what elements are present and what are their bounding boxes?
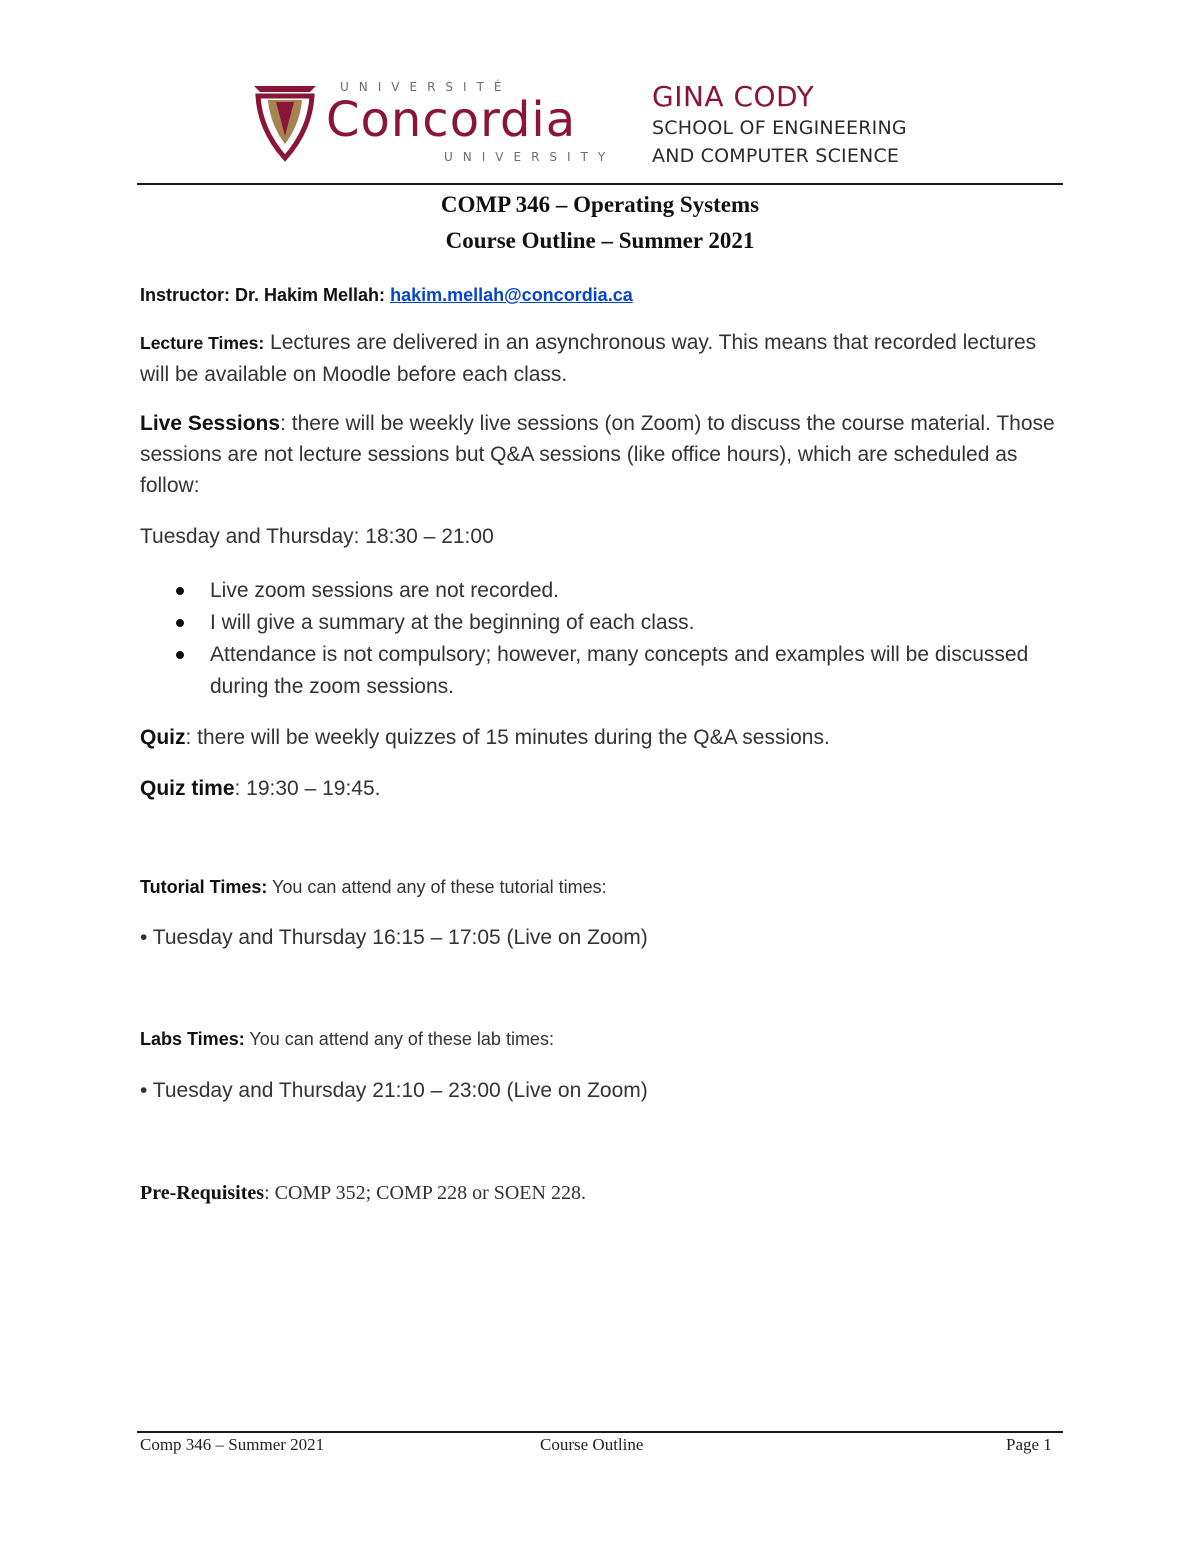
labs-paragraph	[140, 1024, 1060, 1055]
prerequisites-text: : COMP 352; COMP 228 or SOEN 228.	[264, 1182, 586, 1204]
concordia-logo	[252, 72, 616, 172]
course-title: COMP 346 – Operating Systems	[440, 192, 760, 217]
labs-text: You can attend any of these lab times:	[249, 1029, 554, 1049]
quiz-label: Quiz	[140, 726, 186, 749]
footer-doc-title: Course Outline	[540, 1435, 644, 1454]
tutorial-text: You can attend any of these tutorial times:	[272, 877, 607, 897]
quiz-time-text: : 19:30 – 19:45.	[234, 777, 381, 800]
tutorial-time-item: • Tuesday and Thursday 16:15 – 17:05 (Live on Zoom)	[140, 926, 648, 949]
live-sessions-paragraph	[140, 408, 1060, 501]
live-sessions-label: Live Sessions	[140, 412, 281, 435]
list-item: Attendance is not compulsory; however, many concepts and examples will be discussed during the zoom sessions.	[140, 639, 1060, 703]
live-sessions-bullet-list	[140, 575, 1060, 703]
lecture-paragraph	[140, 327, 1060, 390]
footer-course: Comp 346 – Summer 2021	[140, 1435, 325, 1454]
labs-label: Labs Times:	[140, 1029, 245, 1049]
instructor-label: Instructor: Dr. Hakim Mellah:	[140, 285, 386, 305]
prerequisites-paragraph	[140, 1178, 1060, 1209]
logo-universite-text: UNIVERSITÉ	[340, 80, 512, 94]
instructor-email-link[interactable]: hakim.mellah@concordia.ca	[390, 285, 633, 305]
logo-university-text: UNIVERSITY	[444, 150, 616, 164]
header-divider	[137, 183, 1063, 185]
quiz-text: : there will be weekly quizzes of 15 minutes during the Q&A sessions.	[185, 726, 830, 749]
instructor-line	[140, 280, 1060, 311]
live-schedule: Tuesday and Thursday: 18:30 – 21:00	[140, 525, 494, 548]
footer-divider	[137, 1431, 1063, 1433]
school-line-3: AND COMPUTER SCIENCE	[652, 145, 900, 167]
list-item: I will give a summary at the beginning of each class.	[140, 607, 1060, 639]
logo-concordia-wordmark: Concordia	[326, 92, 577, 148]
school-name	[652, 80, 907, 170]
bullet-icon	[176, 587, 184, 595]
school-line-1: GINA CODY	[652, 80, 815, 113]
live-sessions-text: : there will be weekly live sessions (on Zoom) to discuss the course material. Those sessions are not lecture sessions but Q&A sessions (like office hours), which are scheduled as follow:	[140, 412, 1055, 497]
tutorial-label: Tutorial Times:	[140, 877, 268, 897]
lecture-label: Lecture Times:	[140, 333, 265, 353]
course-subtitle: Course Outline – Summer 2021	[445, 228, 755, 253]
prerequisites-label: Pre-Requisites	[140, 1182, 265, 1204]
labs-time-item: • Tuesday and Thursday 21:10 – 23:00 (Live on Zoom)	[140, 1079, 648, 1102]
quiz-time-label: Quiz time	[140, 777, 235, 800]
list-item: Live zoom sessions are not recorded.	[140, 575, 1060, 607]
tutorial-paragraph	[140, 872, 1060, 903]
quiz-time-paragraph	[140, 773, 1060, 804]
bullet-icon	[176, 651, 184, 659]
quiz-paragraph	[140, 722, 1060, 753]
lecture-text: Lectures are delivered in an asynchronous way. This means that recorded lectures will be available on Moodle before each class.	[140, 331, 1037, 386]
footer-page-number: Page 1	[1006, 1435, 1052, 1454]
bullet-icon	[176, 619, 184, 627]
school-line-2: SCHOOL OF ENGINEERING	[652, 117, 907, 139]
shield-icon	[252, 78, 318, 162]
